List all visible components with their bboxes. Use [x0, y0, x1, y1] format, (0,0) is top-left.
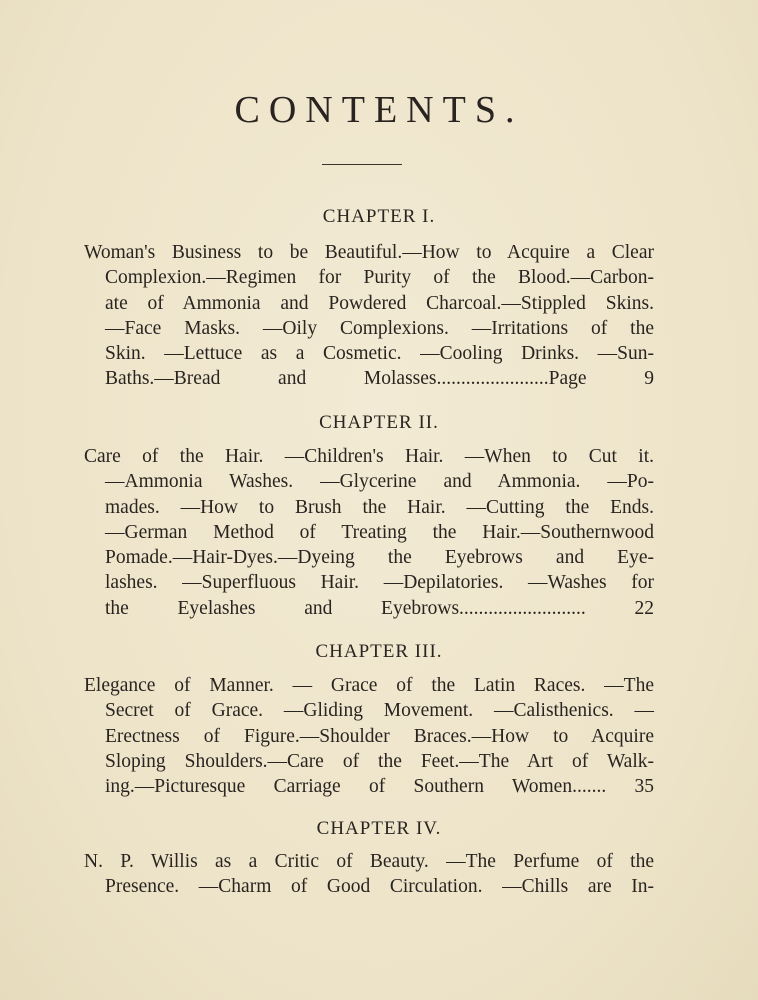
chapter-heading: CHAPTER II. — [319, 412, 439, 433]
summary-line: —German Method of Treating the Hair.—Southernwood — [105, 521, 654, 543]
title-divider — [322, 164, 402, 165]
chapter-summary — [84, 673, 654, 799]
summary-line: —Face Masks. —Oily Complexions. —Irritations of the — [105, 317, 654, 339]
summary-line: Woman's Business to be Beautiful.—How to Acquire a Clear — [84, 242, 654, 263]
summary-line: lashes. —Superfluous Hair. —Depilatories. —Washes for — [105, 572, 654, 594]
summary-line: N. P. Willis as a Critic of Beauty. —The Perfume of the — [84, 851, 654, 872]
summary-line: —Ammonia Washes. —Glycerine and Ammonia. —Po- — [105, 471, 654, 493]
summary-line: Sloping Shoulders.—Care of the Feet.—The Art of Walk- — [105, 750, 654, 772]
summary-line: Baths.—Bread and Molasses.......................Page 9 — [105, 368, 654, 390]
summary-line: Presence. —Charm of Good Circulation. —Chills are In- — [105, 876, 654, 898]
summary-line: ing.—Picturesque Carriage of Southern Women....... 35 — [105, 776, 654, 798]
summary-line: ate of Ammonia and Powdered Charcoal.—Stippled Skins. — [105, 292, 654, 314]
chapter-heading: CHAPTER I. — [322, 206, 436, 227]
summary-line: Erectness of Figure.—Shoulder Braces.—How to Acquire — [105, 725, 654, 747]
chapter-summary — [84, 444, 654, 621]
summary-line: Elegance of Manner. — Grace of the Latin Races. —The — [84, 675, 654, 696]
chapter-heading: CHAPTER III. — [315, 641, 443, 662]
summary-line: Complexion.—Regimen for Purity of the Blood.—Carbon- — [105, 267, 654, 289]
summary-line: the Eyelashes and Eyebrows.......................... 22 — [105, 597, 654, 619]
summary-line: Secret of Grace. —Gliding Movement. —Calisthenics. — — [105, 700, 654, 722]
summary-line: Care of the Hair. —Children's Hair. —When to Cut it. — [84, 446, 654, 467]
chapter-heading: CHAPTER IV. — [316, 818, 442, 839]
summary-line: mades. —How to Brush the Hair. —Cutting the Ends. — [105, 496, 654, 518]
page-title: CONTENTS. — [234, 89, 524, 131]
summary-line: Skin. —Lettuce as a Cosmetic. —Cooling Drinks. —Sun- — [105, 343, 654, 365]
chapter-summary — [84, 849, 654, 900]
chapter-summary — [84, 240, 654, 392]
summary-line: Pomade.—Hair-Dyes.—Dyeing the Eyebrows and Eye- — [105, 547, 654, 569]
